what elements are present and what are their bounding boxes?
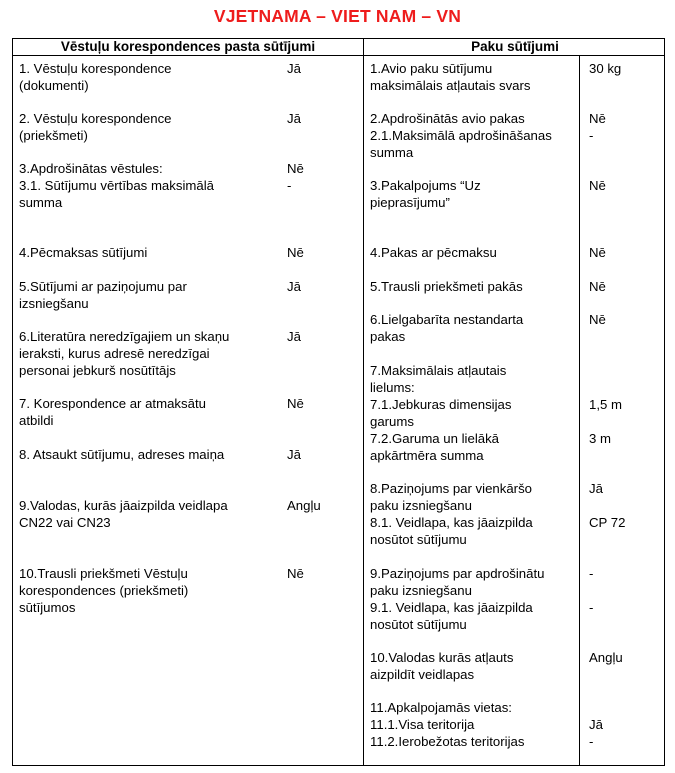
letters-item-label: 4.Pēcmaksas sūtījumi (19, 245, 148, 260)
letters-item-label: 5.Sūtījumi ar paziņojumu par izsniegšanu (19, 279, 187, 311)
parcels-item-label: 1.Avio paku sūtījumu maksimālais atļautais svars (370, 61, 531, 93)
parcels-item-value: Nē (589, 178, 606, 193)
parcels-item-label: 6.Lielgabarīta nestandarta pakas (370, 312, 524, 344)
letters-item-value: Nē (287, 396, 304, 411)
column-divider (363, 39, 364, 765)
letters-item-value: Nē (287, 245, 304, 260)
parcel-value-divider (579, 56, 580, 765)
parcels-item-value: - - (589, 566, 594, 615)
parcels-item-label: 8.Paziņojums par vienkāršo paku izsniegšanu 8.1. Veidlapa, kas jāaizpilda nosūtot sūtījumu (370, 481, 533, 547)
letters-item-label: 9.Valodas, kurās jāaizpilda veidlapa CN22 vai CN23 (19, 498, 228, 530)
letters-item-value: Nē (287, 566, 304, 581)
parcels-item-label: 2.Apdrošinātās avio pakas 2.1.Maksimālā apdrošināšanas summa (370, 111, 552, 160)
parcels-item-value: Nē (589, 245, 606, 260)
parcels-item-value: Jā CP 72 (589, 481, 626, 530)
letters-item-label: 10.Trausli priekšmeti Vēstuļu korespondences (priekšmeti) sūtījumos (19, 566, 189, 615)
letters-item-label: 6.Literatūra neredzīgajiem un skaņu ieraksti, kurus adresē neredzīgai personai jebkurš nosūtītājs (19, 329, 230, 378)
parcels-item-value: Nē (589, 312, 606, 327)
parcels-item-label: 7.Maksimālais atļautais lielums: 7.1.Jebkuras dimensijas garums 7.2.Garuma un lielākā apkārtmēra summa (370, 363, 512, 463)
letters-item-value: Angļu (287, 498, 321, 513)
letters-item-label: 1. Vēstuļu korespondence (dokumenti) (19, 61, 172, 93)
letters-item-value: Jā (287, 329, 301, 344)
letters-item-value: Nē - (287, 161, 304, 193)
parcels-item-label: 10.Valodas kurās atļauts aizpildīt veidlapas (370, 650, 514, 682)
letters-item-value: Jā (287, 61, 301, 76)
letters-column-header: Vēstuļu korespondences pasta sūtījumi (60, 39, 316, 54)
parcels-item-value: Nē (589, 279, 606, 294)
parcels-item-value: Nē - (589, 111, 606, 143)
parcels-item-label: 4.Pakas ar pēcmaksu (370, 245, 497, 260)
parcels-item-value: Angļu (589, 650, 623, 665)
letters-item-value: Jā (287, 279, 301, 294)
parcels-item-label: 9.Paziņojums par apdrošinātu paku izsniegšanu 9.1. Veidlapa, kas jāaizpilda nosūtot sūtījumu (370, 566, 545, 632)
letters-item-value: Jā (287, 111, 301, 126)
header-divider (13, 55, 664, 56)
parcels-item-value: 1,5 m 3 m (589, 397, 622, 446)
letters-item-value: Jā (287, 447, 301, 462)
services-table (12, 38, 665, 766)
letters-item-label: 3.Apdrošinātas vēstules: 3.1. Sūtījumu vērtības maksimālā summa (19, 161, 214, 210)
parcels-item-value: Jā - (589, 717, 603, 749)
parcels-item-label: 3.Pakalpojums “Uz pieprasījumu” (370, 178, 481, 210)
parcels-item-label: 11.Apkalpojamās vietas: 11.1.Visa teritorija 11.2.Ierobežotas teritorijas (370, 700, 525, 749)
letters-item-label: 8. Atsaukt sūtījumu, adreses maiņa (19, 447, 225, 462)
parcels-item-value: 30 kg (589, 61, 622, 76)
parcels-column-header: Paku sūtījumi (471, 39, 559, 54)
letters-item-label: 2. Vēstuļu korespondence (priekšmeti) (19, 111, 172, 143)
letters-item-label: 7. Korespondence ar atmaksātu atbildi (19, 396, 206, 428)
parcels-item-label: 5.Trausli priekšmeti pakās (370, 279, 523, 294)
page-title: VJETNAMA – VIET NAM – VN (213, 6, 462, 26)
